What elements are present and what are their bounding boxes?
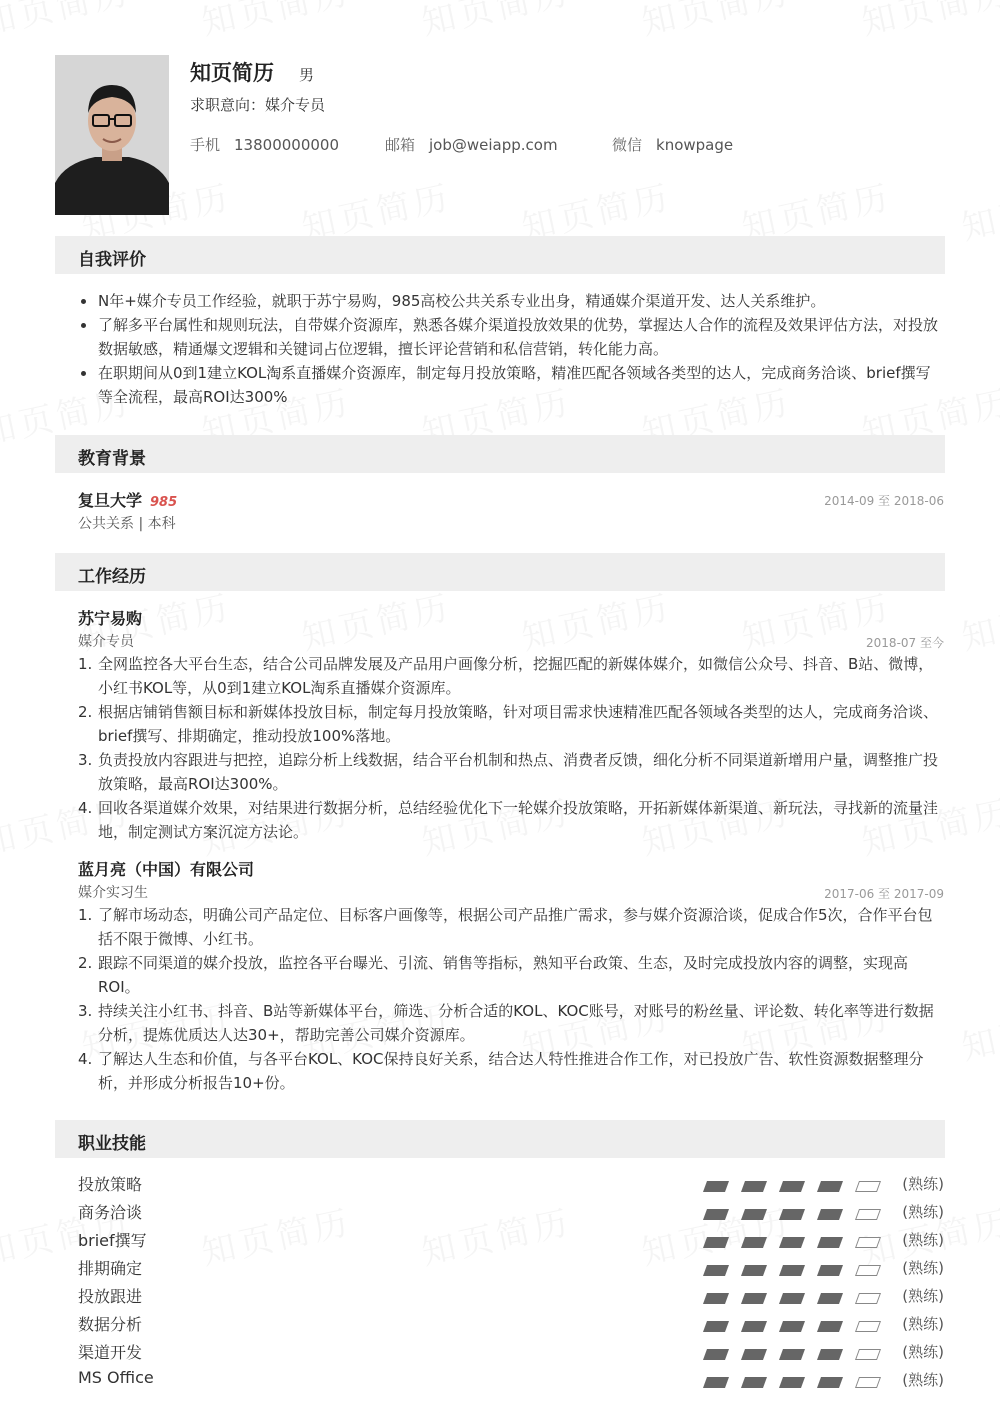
skill-row — [78, 1281, 944, 1309]
rating-segment-filled — [741, 1237, 767, 1248]
skill-level: (熟练) — [902, 1315, 944, 1333]
skill-rating — [705, 1205, 895, 1224]
list-item: 持续关注小红书、抖音、B站等新媒体平台，筛选、分析合适的KOL、KOC账号，对账号的粉丝量、评论数、转化率等进行数据分析，提炼优质达人达30+，帮助完善公司媒介资源库。 — [98, 1002, 934, 1044]
skill-level: (熟练) — [902, 1175, 944, 1193]
wechat-label: 微信 — [612, 136, 643, 154]
list-item: 在职期间从0到1建立KOL淘系直播媒介资源库，制定每月投放策略，精准匹配各领域各类型的达人，完成商务洽谈、brief撰写等全流程，最高ROI达300% — [78, 361, 944, 409]
skill-rating — [705, 1177, 895, 1196]
job-company: 苏宁易购 — [78, 609, 143, 628]
skill-level: (熟练) — [902, 1259, 944, 1277]
rating-segment-filled — [741, 1265, 767, 1276]
skill-level: (熟练) — [902, 1231, 944, 1249]
skill-name: 投放跟进 — [78, 1287, 143, 1306]
rating-segment-empty — [855, 1349, 881, 1360]
education-date: 2014-09 至 2018-06 — [824, 494, 944, 508]
education-major: 公共关系 | 本科 — [78, 516, 176, 532]
skill-name: 渠道开发 — [78, 1343, 143, 1362]
skill-level: (熟练) — [902, 1371, 944, 1389]
section-skills — [55, 1120, 945, 1158]
rating-segment-filled — [817, 1265, 843, 1276]
rating-segment-filled — [817, 1181, 843, 1192]
rating-segment-filled — [741, 1293, 767, 1304]
school-tag: 985 — [150, 495, 178, 510]
section-self-eval — [55, 236, 945, 274]
wechat-value: knowpage — [656, 136, 734, 154]
phone-value: 13800000000 — [234, 136, 339, 154]
rating-segment-filled — [779, 1237, 805, 1248]
rating-segment-filled — [741, 1377, 767, 1388]
rating-segment-filled — [779, 1293, 805, 1304]
section-education — [55, 435, 945, 473]
section-work — [55, 553, 945, 591]
skill-level: (熟练) — [902, 1343, 944, 1361]
list-item: 了解达人生态和价值，与各平台KOL、KOC保持良好关系，结合达人特性推进合作工作，对已投放广告、软性资源数据整理分析，并形成分析报告10+份。 — [98, 1050, 924, 1092]
job-date: 2017-06 至 2017-09 — [824, 887, 944, 901]
rating-segment-empty — [855, 1377, 881, 1388]
section-title: 自我评价 — [78, 250, 146, 270]
rating-segment-filled — [703, 1181, 729, 1192]
job-duties-list — [78, 652, 944, 844]
skill-rating — [705, 1289, 895, 1308]
skill-name: MS Office — [78, 1368, 154, 1387]
rating-segment-filled — [779, 1265, 805, 1276]
section-title: 职业技能 — [78, 1134, 146, 1154]
job-intent: 求职意向：媒介专员 — [190, 96, 326, 114]
rating-segment-filled — [779, 1349, 805, 1360]
list-item: 了解多平台属性和规则玩法，自带媒介资源库，熟悉各媒介渠道投放效果的优势，掌握达人合作的流程及效果评估方法，对投放数据敏感，精通爆文逻辑和关键词占位逻辑，擅长评论营销和私信营销，转化能力高。 — [78, 313, 944, 361]
skill-rating — [705, 1233, 895, 1252]
rating-segment-empty — [855, 1237, 881, 1248]
skill-rating — [705, 1373, 895, 1392]
rating-segment-filled — [817, 1293, 843, 1304]
skill-rating — [705, 1317, 895, 1336]
skill-name: brief撰写 — [78, 1231, 147, 1250]
skill-name: 数据分析 — [78, 1315, 143, 1334]
rating-segment-empty — [855, 1209, 881, 1220]
rating-segment-filled — [817, 1349, 843, 1360]
contact-phone — [190, 134, 339, 155]
avatar — [55, 55, 169, 215]
self-eval-list — [78, 289, 944, 409]
rating-segment-filled — [779, 1321, 805, 1332]
skill-rating — [705, 1345, 895, 1364]
skill-row — [78, 1197, 944, 1225]
school-name-text: 复旦大学 — [78, 491, 143, 510]
rating-segment-filled — [779, 1209, 805, 1220]
list-item: N年+媒介专员工作经验，就职于苏宁易购，985高校公共关系专业出身，精通媒介渠道开发、达人关系维护。 — [78, 289, 944, 313]
list-item: 根据店铺销售额目标和新媒体投放目标，制定每月投放策略，针对项目需求快速精准匹配各领域各类型的达人，完成商务洽谈、brief撰写、排期确定，推动投放100%落地。 — [98, 703, 939, 745]
rating-segment-filled — [703, 1321, 729, 1332]
rating-segment-filled — [779, 1377, 805, 1388]
skill-level: (熟练) — [902, 1203, 944, 1221]
rating-segment-empty — [855, 1265, 881, 1276]
section-title: 教育背景 — [78, 449, 146, 469]
rating-segment-filled — [703, 1377, 729, 1388]
list-item: 负责投放内容跟进与把控，追踪分析上线数据，结合平台机制和热点、消费者反馈，细化分析不同渠道新增用户量，调整推广投放策略，最高ROI达300%。 — [98, 751, 939, 793]
list-item: 了解市场动态，明确公司产品定位、目标客户画像等，根据公司产品推广需求，参与媒介资源洽谈，促成合作5次，合作平台包括不限于微博、小红书。 — [98, 906, 933, 948]
skill-name: 商务洽谈 — [78, 1203, 143, 1222]
rating-segment-filled — [703, 1293, 729, 1304]
rating-segment-filled — [741, 1349, 767, 1360]
list-item: 跟踪不同渠道的媒介投放，监控各平台曝光、引流、销售等指标，熟知平台政策、生态，及时完成投放内容的调整，实现高ROI。 — [98, 954, 909, 996]
skill-row — [78, 1309, 944, 1337]
skill-name: 投放策略 — [78, 1175, 143, 1194]
rating-segment-filled — [703, 1209, 729, 1220]
rating-segment-filled — [817, 1237, 843, 1248]
rating-segment-filled — [703, 1349, 729, 1360]
rating-segment-empty — [855, 1293, 881, 1304]
skill-row — [78, 1337, 944, 1365]
job-role: 媒介实习生 — [78, 885, 148, 901]
skill-level: (熟练) — [902, 1287, 944, 1305]
candidate-name: 知页简历 — [190, 61, 274, 85]
rating-segment-filled — [703, 1237, 729, 1248]
job-date: 2018-07 至今 — [866, 636, 944, 650]
contact-email — [385, 134, 558, 155]
rating-segment-filled — [817, 1209, 843, 1220]
phone-label: 手机 — [190, 136, 221, 154]
rating-segment-filled — [741, 1209, 767, 1220]
rating-segment-filled — [741, 1321, 767, 1332]
job-company: 蓝月亮（中国）有限公司 — [78, 860, 255, 879]
rating-segment-filled — [741, 1181, 767, 1192]
skill-name: 排期确定 — [78, 1259, 143, 1278]
rating-segment-empty — [855, 1321, 881, 1332]
job-role: 媒介专员 — [78, 634, 134, 650]
job-duties-list — [78, 903, 944, 1095]
skill-row — [78, 1225, 944, 1253]
rating-segment-empty — [855, 1181, 881, 1192]
rating-segment-filled — [779, 1181, 805, 1192]
candidate-gender: 男 — [299, 66, 315, 84]
email-value: job@weiapp.com — [429, 136, 558, 154]
rating-segment-filled — [817, 1377, 843, 1388]
skill-row — [78, 1365, 944, 1393]
email-label: 邮箱 — [385, 136, 416, 154]
rating-segment-filled — [703, 1265, 729, 1276]
section-title: 工作经历 — [78, 567, 146, 587]
skill-rating — [705, 1261, 895, 1280]
rating-segment-filled — [817, 1321, 843, 1332]
school-name — [78, 488, 177, 511]
list-item: 回收各渠道媒介效果，对结果进行数据分析，总结经验优化下一轮媒介投放策略，开拓新媒体新渠道、新玩法，寻找新的流量洼地，制定测试方案沉淀方法论。 — [98, 799, 939, 841]
list-item: 全网监控各大平台生态，结合公司品牌发展及产品用户画像分析，挖掘匹配的新媒体媒介，如微信公众号、抖音、B站、微博，小红书KOL等，从0到1建立KOL淘系直播媒介资源库。 — [98, 655, 934, 697]
contact-wechat — [612, 134, 733, 155]
skill-row — [78, 1253, 944, 1281]
skill-row — [78, 1169, 944, 1197]
